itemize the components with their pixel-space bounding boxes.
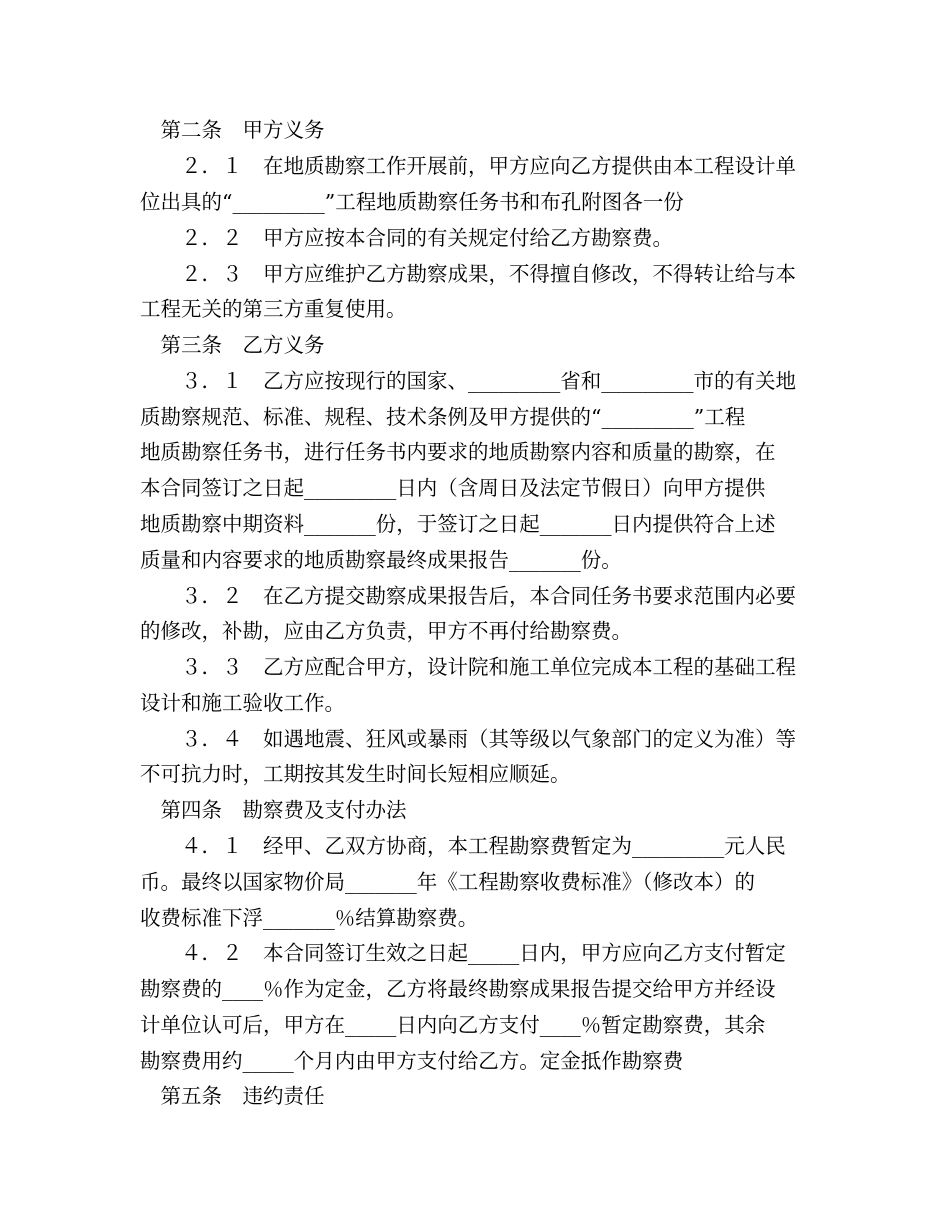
paragraph-line: 币。最终以国家物价局_______年《工程勘察收费标准》（修改本）的 <box>140 870 755 894</box>
paragraph-line: 的修改，补勘，应由乙方负责，甲方不再付给勘察费。 <box>140 619 632 643</box>
paragraph-line: ３．２ 在乙方提交勘察成果报告后，本合同任务书要求范围内必要 <box>140 584 796 608</box>
paragraph-line: ３．３ 乙方应配合甲方，设计院和施工单位完成本工程的基础工程 <box>140 655 796 679</box>
paragraph-line: 设计和施工验收工作。 <box>140 691 345 715</box>
paragraph-line: 收费标准下浮_______％结算勘察费。 <box>140 906 479 930</box>
heading-article-2: 第二条 甲方义务 <box>140 118 325 142</box>
paragraph-line: 地质勘察中期资料_______份，于签订之日起_______日内提供符合上述 <box>140 512 776 536</box>
paragraph-line: 质量和内容要求的地质勘察最终成果报告_______份。 <box>140 548 622 572</box>
paragraph-line: 地质勘察任务书，进行任务书内要求的地质勘察内容和质量的勘察，在 <box>140 440 776 464</box>
paragraph-line: ４．１ 经甲、乙双方协商，本工程勘察费暂定为_________元人民 <box>140 834 786 858</box>
paragraph-line: ３．４ 如遇地震、狂风或暴雨（其等级以气象部门的定义为准）等 <box>140 727 796 751</box>
paragraph-line: 本合同签订之日起_________日内（含周日及法定节假日）向甲方提供 <box>140 476 766 500</box>
paragraph-line: ３．１ 乙方应按现行的国家、_________省和_________市的有关地 <box>140 369 796 393</box>
paragraph-line: ２．３ 甲方应维护乙方勘察成果，不得擅自修改，不得转让给与本 <box>140 262 796 286</box>
paragraph-line: 质勘察规范、标准、规程、技术条例及甲方提供的“_________”工程 <box>140 405 746 429</box>
paragraph-line: 勘察费用约_____个月内由甲方支付给乙方。定金抵作勘察费 <box>140 1049 684 1073</box>
paragraph-line: 位出具的“_________”工程地质勘察任务书和布孔附图各一份 <box>140 190 684 214</box>
paragraph-line: ２．２ 甲方应按本合同的有关规定付给乙方勘察费。 <box>140 226 673 250</box>
heading-article-4: 第四条 勘察费及支付办法 <box>140 798 407 822</box>
paragraph-line: ４．２ 本合同签订生效之日起_____日内，甲方应向乙方支付暂定 <box>140 941 786 965</box>
heading-article-3: 第三条 乙方义务 <box>140 333 325 357</box>
paragraph-line: ２．１ 在地质勘察工作开展前，甲方应向乙方提供由本工程设计单 <box>140 154 796 178</box>
paragraph-line: 工程无关的第三方重复使用。 <box>140 297 407 321</box>
paragraph-line: 计单位认可后，甲方在_____日内向乙方支付____％暂定勘察费，其余 <box>140 1013 766 1037</box>
paragraph-line: 不可抗力时，工期按其发生时间长短相应顺延。 <box>140 762 571 786</box>
paragraph-line: 勘察费的____％作为定金，乙方将最终勘察成果报告提交给甲方并经设 <box>140 977 776 1001</box>
heading-article-5: 第五条 违约责任 <box>140 1084 325 1108</box>
